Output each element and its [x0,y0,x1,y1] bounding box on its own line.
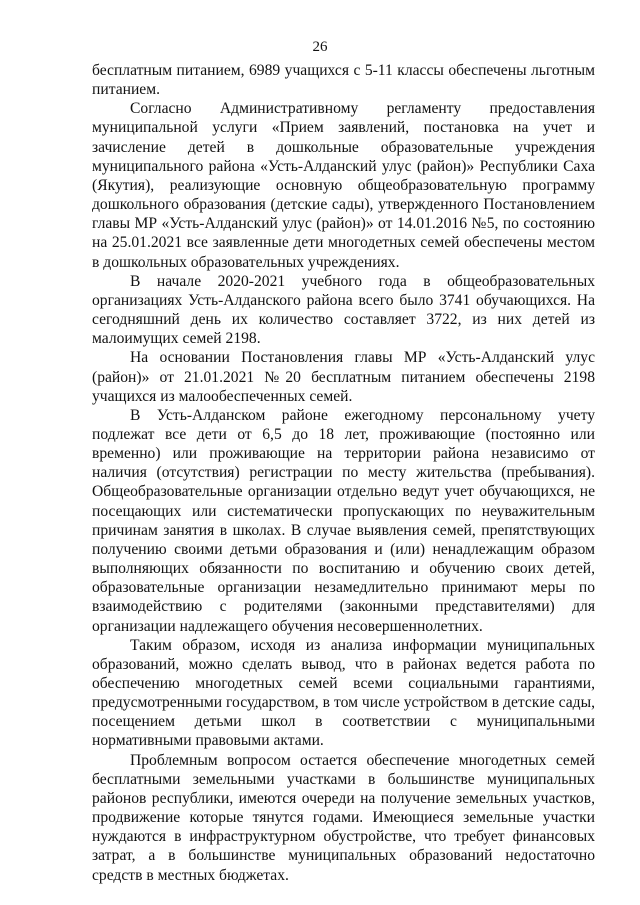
document-body [92,61,595,885]
paragraph-continuation: бесплатным питанием, 6989 учащихся с 5-11 классы обеспечены льготным питанием. [92,62,595,99]
page-number: 26 [312,39,328,55]
paragraph-kindergarten-regulation: Согласно Административному регламенту предоставления муниципальной услуги «Прием заявлений, постановка на учет и зачисление детей в дошкольные образовательные учреждения муниципального района «Усть-Алданский улус (район)» Республики Саха (Якутия), реализующие основную общеобразовательную программу дошкольного образования (детские сады), утвержденного Постановлением главы МР «Усть-Алданский улус (район)» от 14.01.2016 №5, по состоянию на 25.01.2021 все заявленные дети многодетных семей обеспечены местом в дошкольных образовательных учреждениях. [92,100,595,271]
paragraph-school-enrollment: В начале 2020-2021 учебного года в общеобразовательных организациях Усть-Алданского района всего было 3741 обучающихся. На сегодняшний день их количество составляет 3722, из них детей из малоимущих семей 2198. [92,272,595,348]
paragraph-conclusion: Таким образом, исходя из анализа информации муниципальных образований, можно сделать вывод, что в районах ведется работа по обеспечению многодетных семей всеми социальными гарантиями, предусмотренными государством, в том числе устройством в детские сады, посещением детьми школ в соответствии с муниципальными нормативными правовыми актами. [92,636,595,750]
paragraph-free-meals: На основании Постановления главы МР «Усть-Алданский улус (район)» от 21.01.2021 №20 бесплатным питанием обеспечены 2198 учащихся из малообеспеченных семей. [92,349,595,405]
paragraph-child-registration: В Усть-Алданском районе ежегодному персональному учету подлежат все дети от 6,5 до 18 лет, проживающие (постоянно или временно) или проживающие на территории района независимо от наличия (отсутствия) регистрации по месту жительства (пребывания). Общеобразовательные организации отдельно ведут учет обучающихся, не посещающих или систематически пропускающих по неуважительным причинам занятия в школах. В случае выявления семей, препятствующих получению своими детьми образования и (или) ненадлежащим образом выполняющих обязанности по воспитанию и обучению своих детей, образовательные организации незамедлительно принимают меры по взаимодействию с родителями (законными представителями) для организации надлежащего обучения несовершеннолетних. [92,406,595,635]
paragraph-land-plots-issue: Проблемным вопросом остается обеспечение многодетных семей бесплатными земельными участками в большинстве муниципальных районов республики, имеются очереди на получение земельных участков, продвижение которые тянутся годами. Имеющиеся земельные участки нуждаются в инфраструктурном обустройстве, что требует финансовых затрат, а в большинстве муниципальных образований недостаточно средств в местных бюджетах. [92,751,595,884]
